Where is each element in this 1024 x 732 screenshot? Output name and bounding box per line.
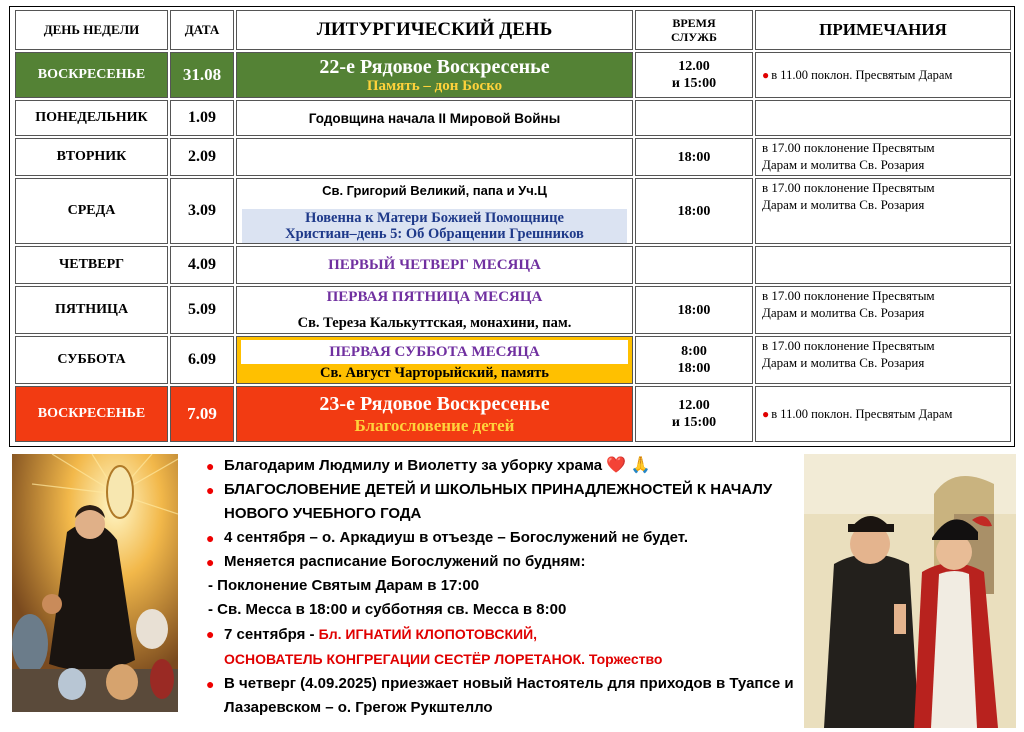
announcement-text: В четверг (4.09.2025) приезжает новый Настоятель для приходов в Туапсе и Лазаревском – о. Грегож Рукштелло [224, 675, 794, 716]
time-1: 18:00 [677, 302, 711, 318]
header-day [15, 10, 168, 50]
row-1-date [170, 52, 234, 98]
row-7-time [635, 336, 753, 384]
bullet-icon: ● [206, 554, 215, 570]
date-label: 4.09 [188, 256, 216, 273]
saints-picture [804, 454, 1016, 728]
header-time-line1: ВРЕМЯ [672, 16, 716, 30]
bullet-icon: ● [762, 406, 770, 421]
row-4-date [170, 178, 234, 244]
header-date-label: ДАТА [184, 22, 220, 37]
row-6-date [170, 286, 234, 334]
row-7-notes [755, 336, 1011, 384]
row-8-day [15, 386, 168, 442]
row-8-date [170, 386, 234, 442]
announcement-text: 7 сентября - [224, 626, 319, 643]
announcement-4-sub-1 [188, 574, 800, 598]
date-label: 31.08 [182, 65, 222, 84]
row-1-time [635, 52, 753, 98]
date-label: 5.09 [188, 301, 216, 318]
row-5-liturgical [236, 246, 633, 284]
liturgical-subtitle: Память – дон Боско [366, 77, 503, 94]
announcements-list [204, 454, 800, 720]
day-label: ВОСКРЕСЕНЬЕ [37, 406, 146, 421]
row-2-date [170, 100, 234, 136]
date-label: 1.09 [188, 109, 216, 126]
row-5-notes [755, 246, 1011, 284]
announcement-4 [204, 550, 800, 574]
header-day-label: ДЕНЬ НЕДЕЛИ [43, 22, 140, 37]
note-line-2: Дарам и молитва Св. Розария [762, 355, 925, 370]
announcement-subtext: - Св. Месса в 18:00 и субботняя св. Месса в 8:00 [208, 601, 567, 618]
row-5-day [15, 246, 168, 284]
day-label: ПОНЕДЕЛЬНИК [35, 110, 148, 125]
date-label: 6.09 [188, 351, 216, 368]
time-2: и 15:00 [671, 415, 717, 430]
announcement-subtext: - Поклонение Святым Дарам в 17:00 [208, 577, 480, 594]
saints-illustration [804, 454, 1016, 728]
announcement-red-text: ОСНОВАТЕЛЬ КОНГРЕГАЦИИ СЕСТЁР ЛОРЕТАНОК. Торжество [224, 651, 663, 667]
note-line-1: в 17.00 поклонение Пресвятым [762, 140, 935, 155]
time-1: 12.00 [678, 398, 710, 413]
time-1: 18:00 [677, 149, 711, 165]
day-label: ЧЕТВЕРГ [58, 257, 125, 272]
liturgical-title: 22-е Рядовое Воскресенье [319, 55, 550, 78]
row-8-notes [755, 386, 1011, 442]
note-line-2: Дарам и молитва Св. Розария [762, 197, 925, 212]
row-2-time [635, 100, 753, 136]
bullet-icon: ● [762, 67, 770, 82]
row-6-day [15, 286, 168, 334]
bullet-icon: ● [206, 626, 215, 642]
bullet-icon: ● [206, 482, 215, 498]
header-time-line2: СЛУЖБ [671, 30, 717, 44]
row-3-day [15, 138, 168, 176]
time-1: 12.00 [678, 59, 710, 74]
time-2: 18:00 [677, 361, 711, 376]
time-2: и 15:00 [671, 76, 717, 91]
announcement-5-line-2 [204, 647, 800, 672]
header-notes-label: ПРИМЕЧАНИЯ [819, 20, 947, 39]
liturgical-title: Св. Григорий Великий, папа и Уч.Ц [322, 183, 547, 198]
row-3-liturgical [236, 138, 633, 176]
day-label: СУББОТА [57, 352, 126, 367]
row-7-day [15, 336, 168, 384]
announcement-3 [204, 526, 800, 550]
row-7-liturgical [236, 336, 633, 384]
header-liturgical-label: ЛИТУРГИЧЕСКИЙ ДЕНЬ [316, 19, 553, 40]
note-text: в 11.00 поклон. Пресвятым Дарам [771, 406, 953, 421]
liturgical-title: 23-е Рядовое Воскресенье [319, 393, 550, 415]
day-label: ВОСКРЕСЕНЬЕ [37, 67, 146, 82]
header-time [635, 10, 753, 50]
row-8-liturgical [236, 386, 633, 442]
announcement-text: Меняется расписание Богослужений по будням: [224, 553, 586, 570]
announcement-1 [204, 454, 800, 478]
row-2-liturgical [236, 100, 633, 136]
date-label: 7.09 [187, 404, 217, 423]
row-6-liturgical [236, 286, 633, 334]
note-line-1: в 17.00 поклонение Пресвятым [762, 338, 935, 353]
header-liturgical [236, 10, 633, 50]
bullet-icon: ● [206, 676, 215, 692]
don-bosco-illustration [12, 454, 178, 712]
row-3-notes [755, 138, 1011, 176]
row-1-liturgical [236, 52, 633, 98]
announcement-4-sub-2 [188, 598, 800, 622]
liturgical-title: ПЕРВАЯ СУББОТА МЕСЯЦА [241, 340, 628, 364]
liturgical-title: ПЕРВЫЙ ЧЕТВЕРГ МЕСЯЦА [328, 256, 541, 273]
novena-box [242, 209, 627, 243]
announcement-red-text: Бл. ИГНАТИЙ КЛОПОТОВСКИЙ, [318, 626, 538, 642]
note-line-2: Дарам и молитва Св. Розария [762, 157, 925, 172]
liturgical-subtitle: Св. Август Чарторыйский, память [320, 365, 549, 381]
row-6-time [635, 286, 753, 334]
announcement-6 [204, 672, 800, 720]
novena-line-1: Новенна к Матери Божией Помощнице [305, 210, 564, 226]
row-5-time [635, 246, 753, 284]
row-7-date [170, 336, 234, 384]
heart-pray-emoji: ❤️ 🙏 [606, 457, 651, 474]
announcement-2 [204, 478, 800, 526]
row-1-day [15, 52, 168, 98]
note-line-1: в 17.00 поклонение Пресвятым [762, 288, 935, 303]
note-line-2: Дарам и молитва Св. Розария [762, 305, 925, 320]
row-4-liturgical [236, 178, 633, 244]
bullet-icon: ● [206, 458, 215, 474]
row-3-date [170, 138, 234, 176]
header-notes [755, 10, 1011, 50]
time-1: 8:00 [681, 344, 707, 359]
novena-line-2: Христиан–день 5: Об Обращении Грешников [285, 226, 584, 242]
liturgical-title: ПЕРВАЯ ПЯТНИЦА МЕСЯЦА [326, 289, 543, 305]
liturgical-subtitle: Св. Тереза Калькуттская, монахини, пам. [297, 315, 572, 331]
header-date [170, 10, 234, 50]
time-1: 18:00 [677, 203, 711, 219]
announcement-text: БЛАГОСЛОВЕНИЕ ДЕТЕЙ И ШКОЛЬНЫХ ПРИНАДЛЕЖНОСТЕЙ К НАЧАЛУ НОВОГО УЧЕБНОГО ГОДА [224, 481, 773, 522]
announcement-text: Благодарим Людмилу и Виолетту за уборку храма [224, 457, 603, 474]
note-line-1: в 17.00 поклонение Пресвятым [762, 180, 935, 195]
day-label: ВТОРНИК [56, 149, 127, 164]
row-4-day [15, 178, 168, 244]
liturgical-subtitle: Благословение детей [354, 416, 515, 435]
row-4-time [635, 178, 753, 244]
row-2-notes [755, 100, 1011, 136]
bullet-icon: ● [206, 530, 215, 546]
date-label: 2.09 [188, 148, 216, 165]
row-5-date [170, 246, 234, 284]
date-label: 3.09 [188, 202, 216, 219]
row-2-day [15, 100, 168, 136]
row-8-time [635, 386, 753, 442]
day-label: СРЕДА [67, 203, 116, 218]
row-6-notes [755, 286, 1011, 334]
row-4-notes [755, 178, 1011, 244]
day-label: ПЯТНИЦА [54, 302, 129, 317]
note-text: в 11.00 поклон. Пресвятым Дарам [771, 67, 953, 82]
announcement-text: 4 сентября – о. Аркадиуш в отъезде – Богослужений не будет. [224, 529, 688, 546]
row-3-time [635, 138, 753, 176]
liturgical-title: Годовщина начала II Мировой Войны [308, 110, 561, 126]
row-1-notes [755, 52, 1011, 98]
announcement-5 [204, 622, 800, 647]
don-bosco-picture [12, 454, 178, 712]
schedule-table [9, 6, 1015, 447]
